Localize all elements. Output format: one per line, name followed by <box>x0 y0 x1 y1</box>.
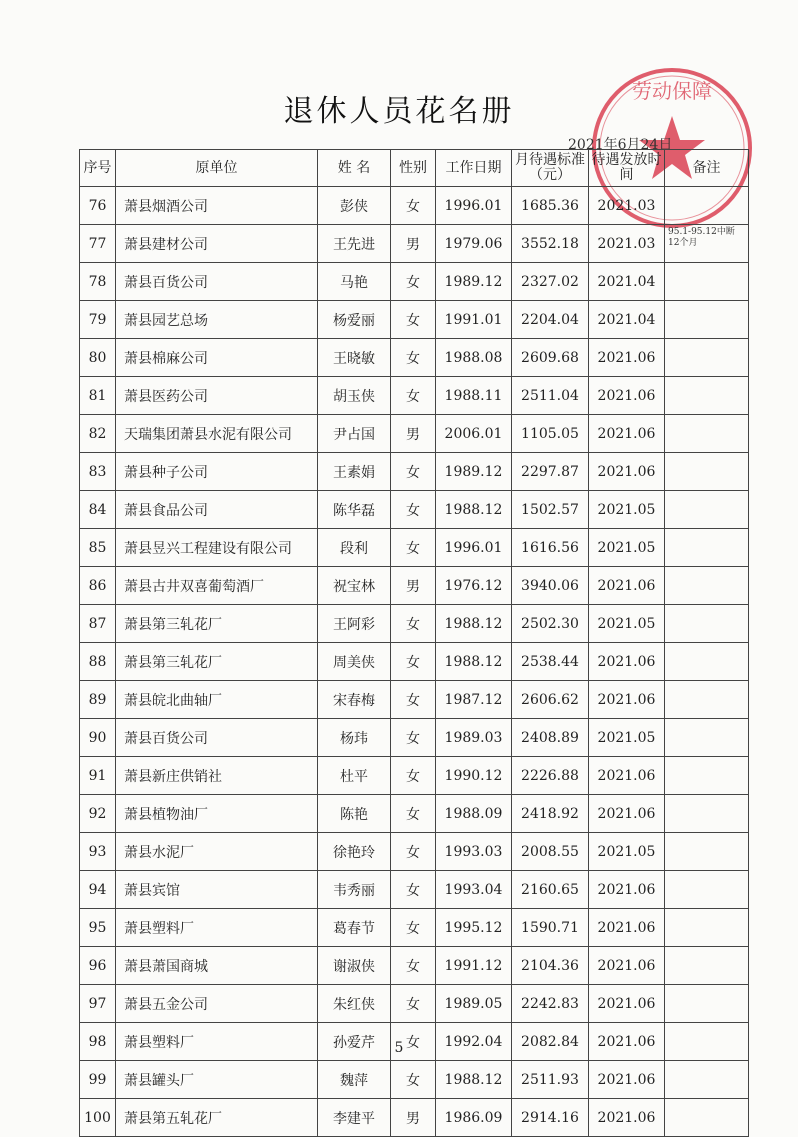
cell-work-date: 1992.04 <box>436 1023 512 1061</box>
table-row <box>80 719 749 757</box>
cell-no: 94 <box>80 871 116 909</box>
cell-name: 魏萍 <box>318 1061 391 1099</box>
cell-unit: 萧县塑料厂 <box>116 909 318 947</box>
cell-note <box>665 187 749 225</box>
cell-name: 韦秀丽 <box>318 871 391 909</box>
cell-salary: 2008.55 <box>512 833 589 871</box>
cell-sex: 女 <box>391 377 436 415</box>
cell-name: 葛春节 <box>318 909 391 947</box>
cell-no: 82 <box>80 415 116 453</box>
cell-issued: 2021.06 <box>589 415 665 453</box>
cell-no: 92 <box>80 795 116 833</box>
cell-issued: 2021.05 <box>589 719 665 757</box>
cell-note <box>665 909 749 947</box>
cell-name: 王先进 <box>318 225 391 263</box>
cell-no: 96 <box>80 947 116 985</box>
cell-salary: 3940.06 <box>512 567 589 605</box>
cell-unit: 萧县宾馆 <box>116 871 318 909</box>
cell-unit: 萧县古井双喜葡萄酒厂 <box>116 567 318 605</box>
cell-name: 祝宝林 <box>318 567 391 605</box>
cell-sex: 女 <box>391 833 436 871</box>
cell-salary: 2082.84 <box>512 1023 589 1061</box>
cell-no: 90 <box>80 719 116 757</box>
cell-note <box>665 605 749 643</box>
table-row <box>80 909 749 947</box>
cell-note <box>665 871 749 909</box>
cell-sex: 女 <box>391 301 436 339</box>
cell-sex: 女 <box>391 871 436 909</box>
cell-name: 杜平 <box>318 757 391 795</box>
cell-issued: 2021.06 <box>589 1099 665 1137</box>
cell-sex: 女 <box>391 529 436 567</box>
table-row <box>80 339 749 377</box>
cell-name: 陈华磊 <box>318 491 391 529</box>
cell-issued: 2021.04 <box>589 301 665 339</box>
cell-issued: 2021.06 <box>589 1061 665 1099</box>
cell-salary: 1502.57 <box>512 491 589 529</box>
header-salary: 月待遇标准（元） <box>512 150 589 187</box>
cell-sex: 女 <box>391 681 436 719</box>
cell-salary: 2502.30 <box>512 605 589 643</box>
cell-no: 83 <box>80 453 116 491</box>
table-row <box>80 985 749 1023</box>
cell-note <box>665 453 749 491</box>
table-row <box>80 453 749 491</box>
cell-issued: 2021.05 <box>589 529 665 567</box>
cell-unit: 萧县医药公司 <box>116 377 318 415</box>
cell-no: 99 <box>80 1061 116 1099</box>
cell-salary: 3552.18 <box>512 225 589 263</box>
table-row <box>80 947 749 985</box>
cell-issued: 2021.05 <box>589 491 665 529</box>
cell-work-date: 1988.12 <box>436 643 512 681</box>
table-row <box>80 225 749 263</box>
cell-sex: 女 <box>391 909 436 947</box>
cell-note <box>665 833 749 871</box>
cell-no: 95 <box>80 909 116 947</box>
cell-note <box>665 757 749 795</box>
cell-work-date: 1988.12 <box>436 491 512 529</box>
cell-note <box>665 681 749 719</box>
cell-salary: 2511.04 <box>512 377 589 415</box>
cell-name: 周美侠 <box>318 643 391 681</box>
cell-work-date: 1986.09 <box>436 1099 512 1137</box>
table-row <box>80 643 749 681</box>
retiree-table <box>79 149 749 1137</box>
cell-work-date: 1988.12 <box>436 605 512 643</box>
cell-note <box>665 339 749 377</box>
cell-no: 87 <box>80 605 116 643</box>
cell-work-date: 1979.06 <box>436 225 512 263</box>
cell-work-date: 1988.11 <box>436 377 512 415</box>
page-number: 5 <box>394 1040 404 1056</box>
cell-note <box>665 263 749 301</box>
cell-sex: 女 <box>391 947 436 985</box>
cell-note: 95.1-95.12中断12个月 <box>665 225 749 263</box>
cell-name: 胡玉侠 <box>318 377 391 415</box>
cell-work-date: 1989.03 <box>436 719 512 757</box>
cell-name: 徐艳玲 <box>318 833 391 871</box>
cell-unit: 萧县塑料厂 <box>116 1023 318 1061</box>
cell-no: 84 <box>80 491 116 529</box>
cell-work-date: 1990.12 <box>436 757 512 795</box>
cell-salary: 2242.83 <box>512 985 589 1023</box>
cell-issued: 2021.06 <box>589 871 665 909</box>
cell-name: 彭侠 <box>318 187 391 225</box>
cell-salary: 2609.68 <box>512 339 589 377</box>
cell-name: 王阿彩 <box>318 605 391 643</box>
cell-sex: 男 <box>391 1099 436 1137</box>
cell-sex: 女 <box>391 795 436 833</box>
cell-sex: 女 <box>391 453 436 491</box>
cell-no: 78 <box>80 263 116 301</box>
cell-unit: 天瑞集团萧县水泥有限公司 <box>116 415 318 453</box>
cell-issued: 2021.06 <box>589 757 665 795</box>
cell-name: 谢淑侠 <box>318 947 391 985</box>
cell-sex: 男 <box>391 415 436 453</box>
cell-unit: 萧县棉麻公司 <box>116 339 318 377</box>
cell-issued: 2021.05 <box>589 833 665 871</box>
cell-no: 77 <box>80 225 116 263</box>
header-unit: 原单位 <box>116 150 318 187</box>
header-sex: 性别 <box>391 150 436 187</box>
cell-unit: 萧县烟酒公司 <box>116 187 318 225</box>
cell-sex: 男 <box>391 225 436 263</box>
cell-sex: 女 <box>391 1061 436 1099</box>
cell-name: 李建平 <box>318 1099 391 1137</box>
cell-salary: 1590.71 <box>512 909 589 947</box>
cell-name: 王晓敏 <box>318 339 391 377</box>
document-title: 退休人员花名册 <box>283 94 515 129</box>
cell-no: 93 <box>80 833 116 871</box>
cell-unit: 萧县百货公司 <box>116 719 318 757</box>
table-row <box>80 833 749 871</box>
cell-issued: 2021.05 <box>589 605 665 643</box>
cell-unit: 萧县新庄供销社 <box>116 757 318 795</box>
cell-note <box>665 643 749 681</box>
cell-name: 段利 <box>318 529 391 567</box>
cell-unit: 萧县第三轧花厂 <box>116 605 318 643</box>
header-note: 备注 <box>665 150 749 187</box>
cell-no: 86 <box>80 567 116 605</box>
cell-issued: 2021.03 <box>589 225 665 263</box>
table-row <box>80 301 749 339</box>
table-row <box>80 415 749 453</box>
cell-no: 81 <box>80 377 116 415</box>
cell-note <box>665 795 749 833</box>
cell-work-date: 1987.12 <box>436 681 512 719</box>
cell-note <box>665 1061 749 1099</box>
cell-salary: 2914.16 <box>512 1099 589 1137</box>
cell-no: 89 <box>80 681 116 719</box>
table-row <box>80 1099 749 1137</box>
cell-work-date: 2006.01 <box>436 415 512 453</box>
cell-sex: 女 <box>391 985 436 1023</box>
cell-sex: 女 <box>391 491 436 529</box>
cell-salary: 2418.92 <box>512 795 589 833</box>
cell-issued: 2021.06 <box>589 339 665 377</box>
cell-work-date: 1988.12 <box>436 1061 512 1099</box>
cell-issued: 2021.06 <box>589 681 665 719</box>
cell-work-date: 1996.01 <box>436 187 512 225</box>
cell-work-date: 1991.01 <box>436 301 512 339</box>
cell-unit: 萧县萧国商城 <box>116 947 318 985</box>
cell-work-date: 1976.12 <box>436 567 512 605</box>
cell-unit: 萧县植物油厂 <box>116 795 318 833</box>
cell-name: 陈艳 <box>318 795 391 833</box>
table-row <box>80 491 749 529</box>
cell-sex: 男 <box>391 567 436 605</box>
header-name: 姓 名 <box>318 150 391 187</box>
cell-sex: 女 <box>391 339 436 377</box>
cell-name: 王素娟 <box>318 453 391 491</box>
cell-name: 宋春梅 <box>318 681 391 719</box>
cell-note <box>665 491 749 529</box>
table-row <box>80 795 749 833</box>
cell-name: 马艳 <box>318 263 391 301</box>
cell-name: 孙爱芹 <box>318 1023 391 1061</box>
cell-work-date: 1996.01 <box>436 529 512 567</box>
table-header-row <box>80 150 749 187</box>
cell-sex: 女 <box>391 605 436 643</box>
cell-sex: 女 <box>391 719 436 757</box>
cell-unit: 萧县食品公司 <box>116 491 318 529</box>
table-row <box>80 567 749 605</box>
cell-salary: 1616.56 <box>512 529 589 567</box>
cell-unit: 萧县五金公司 <box>116 985 318 1023</box>
cell-salary: 2226.88 <box>512 757 589 795</box>
cell-issued: 2021.06 <box>589 453 665 491</box>
cell-work-date: 1995.12 <box>436 909 512 947</box>
table-row <box>80 681 749 719</box>
cell-no: 88 <box>80 643 116 681</box>
cell-note <box>665 415 749 453</box>
cell-note <box>665 567 749 605</box>
cell-work-date: 1989.05 <box>436 985 512 1023</box>
cell-salary: 2160.65 <box>512 871 589 909</box>
header-no: 序号 <box>80 150 116 187</box>
cell-no: 97 <box>80 985 116 1023</box>
cell-sex: 女 <box>391 263 436 301</box>
cell-unit: 萧县罐头厂 <box>116 1061 318 1099</box>
table-row <box>80 187 749 225</box>
table-row <box>80 529 749 567</box>
cell-issued: 2021.06 <box>589 1023 665 1061</box>
table-row <box>80 1061 749 1099</box>
cell-work-date: 1989.12 <box>436 453 512 491</box>
cell-name: 朱红侠 <box>318 985 391 1023</box>
cell-issued: 2021.06 <box>589 567 665 605</box>
cell-note <box>665 1099 749 1137</box>
cell-no: 79 <box>80 301 116 339</box>
cell-issued: 2021.04 <box>589 263 665 301</box>
cell-sex: 女 <box>391 643 436 681</box>
table-row <box>80 757 749 795</box>
cell-unit: 萧县建材公司 <box>116 225 318 263</box>
cell-note <box>665 529 749 567</box>
cell-salary: 1105.05 <box>512 415 589 453</box>
header-issued: 待遇发放时间 <box>589 150 665 187</box>
cell-unit: 萧县百货公司 <box>116 263 318 301</box>
cell-issued: 2021.06 <box>589 643 665 681</box>
table-row <box>80 871 749 909</box>
cell-work-date: 1989.12 <box>436 263 512 301</box>
cell-salary: 2511.93 <box>512 1061 589 1099</box>
cell-salary: 2606.62 <box>512 681 589 719</box>
cell-sex: 女 <box>391 187 436 225</box>
cell-salary: 2538.44 <box>512 643 589 681</box>
cell-note <box>665 947 749 985</box>
cell-issued: 2021.06 <box>589 795 665 833</box>
document-date: 2021年6月24日 <box>568 137 673 153</box>
cell-unit: 萧县水泥厂 <box>116 833 318 871</box>
cell-unit: 萧县园艺总场 <box>116 301 318 339</box>
cell-issued: 2021.06 <box>589 985 665 1023</box>
cell-note <box>665 301 749 339</box>
table-row <box>80 263 749 301</box>
cell-work-date: 1993.04 <box>436 871 512 909</box>
cell-issued: 2021.06 <box>589 377 665 415</box>
cell-issued: 2021.06 <box>589 947 665 985</box>
cell-salary: 2204.04 <box>512 301 589 339</box>
cell-work-date: 1988.08 <box>436 339 512 377</box>
cell-unit: 萧县皖北曲轴厂 <box>116 681 318 719</box>
cell-sex: 女 <box>391 757 436 795</box>
cell-work-date: 1988.09 <box>436 795 512 833</box>
cell-salary: 2104.36 <box>512 947 589 985</box>
cell-unit: 萧县第三轧花厂 <box>116 643 318 681</box>
table-row <box>80 377 749 415</box>
cell-no: 100 <box>80 1099 116 1137</box>
cell-salary: 2327.02 <box>512 263 589 301</box>
cell-sex: 女 <box>391 1023 436 1061</box>
cell-note <box>665 377 749 415</box>
cell-unit: 萧县昱兴工程建设有限公司 <box>116 529 318 567</box>
cell-no: 80 <box>80 339 116 377</box>
cell-salary: 2408.89 <box>512 719 589 757</box>
cell-work-date: 1993.03 <box>436 833 512 871</box>
cell-name: 尹占国 <box>318 415 391 453</box>
cell-no: 91 <box>80 757 116 795</box>
cell-issued: 2021.03 <box>589 187 665 225</box>
cell-salary: 1685.36 <box>512 187 589 225</box>
table-row <box>80 605 749 643</box>
cell-name: 杨玮 <box>318 719 391 757</box>
cell-unit: 萧县第五轧花厂 <box>116 1099 318 1137</box>
cell-no: 85 <box>80 529 116 567</box>
cell-salary: 2297.87 <box>512 453 589 491</box>
cell-unit: 萧县种子公司 <box>116 453 318 491</box>
cell-issued: 2021.06 <box>589 909 665 947</box>
cell-note <box>665 985 749 1023</box>
header-work-date: 工作日期 <box>436 150 512 187</box>
cell-name: 杨爱丽 <box>318 301 391 339</box>
seal-text: 劳动保障 <box>632 79 712 103</box>
cell-note <box>665 719 749 757</box>
cell-no: 98 <box>80 1023 116 1061</box>
cell-no: 76 <box>80 187 116 225</box>
cell-work-date: 1991.12 <box>436 947 512 985</box>
